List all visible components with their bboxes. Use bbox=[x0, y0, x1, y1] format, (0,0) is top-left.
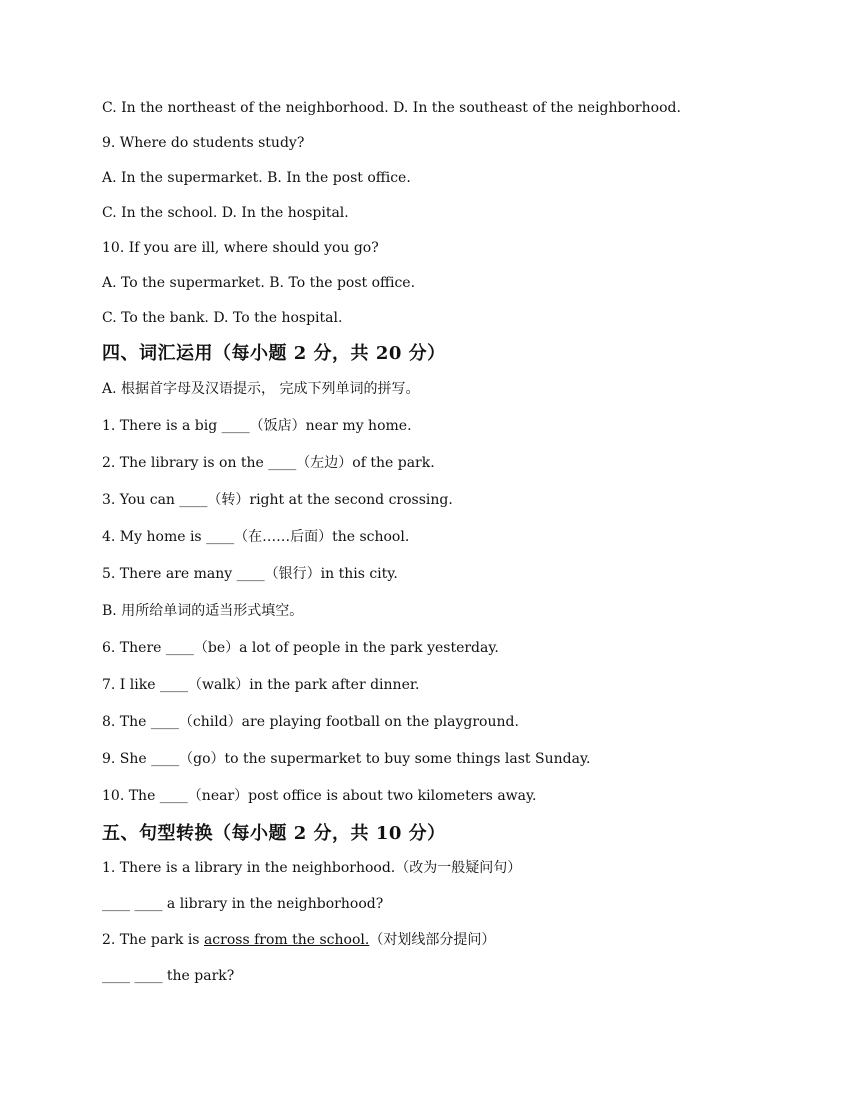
part4-item-9: 9. She ____（go）to the supermarket to buy some things last Sunday. bbox=[102, 751, 591, 767]
part4-section-b-instruction: B. 用所给单词的适当形式填空。 bbox=[102, 603, 304, 619]
part5-q1-sentence: 1. There is a library in the neighborhood.（改为一般疑问句） bbox=[102, 860, 522, 876]
part5-q1-answer-line: ____ ____ a library in the neighborhood? bbox=[102, 896, 384, 912]
part4-item-6: 6. There ____（be）a lot of people in the park yesterday. bbox=[102, 640, 499, 656]
part4-item-3: 3. You can ____（转）right at the second crossing. bbox=[102, 492, 453, 508]
part4-item-2: 2. The library is on the ____（左边）of the park. bbox=[102, 455, 435, 471]
q10-options-cd: C. To the bank. D. To the hospital. bbox=[102, 310, 343, 326]
part4-item-10: 10. The ____（near）post office is about two kilometers away. bbox=[102, 788, 537, 804]
document-page bbox=[102, 98, 802, 986]
part5-heading: 五、句型转换（每小题 2 分，共 10 分） bbox=[102, 823, 446, 844]
part5-q2-suffix: （对划线部分提问） bbox=[369, 932, 496, 948]
part4-item-4: 4. My home is ____（在……后面）the school. bbox=[102, 529, 410, 545]
part5-q2-underlined-phrase: across from the school. bbox=[203, 932, 370, 948]
part5-q2-sentence bbox=[102, 930, 802, 950]
q9-question: 9. Where do students study? bbox=[102, 135, 305, 151]
part4-section-a-instruction: A. 根据首字母及汉语提示， 完成下列单词的拼写。 bbox=[102, 381, 420, 397]
q8-options-cd: C. In the northeast of the neighborhood. D. In the southeast of the neighborhood. bbox=[102, 100, 681, 116]
q9-options-cd: C. In the school. D. In the hospital. bbox=[102, 205, 349, 221]
q9-options-ab: A. In the supermarket. B. In the post office. bbox=[102, 170, 411, 186]
part4-item-5: 5. There are many ____（银行）in this city. bbox=[102, 566, 398, 582]
q10-options-ab: A. To the supermarket. B. To the post office. bbox=[102, 275, 416, 291]
part4-item-1: 1. There is a big ____（饭店）near my home. bbox=[102, 418, 412, 434]
part5-q2-answer-line: ____ ____ the park? bbox=[102, 968, 235, 984]
part4-item-8: 8. The ____（child）are playing football on the playground. bbox=[102, 714, 519, 730]
part5-q2-prefix: 2. The park is bbox=[102, 932, 204, 948]
part4-item-7: 7. I like ____（walk）in the park after dinner. bbox=[102, 677, 420, 693]
q10-question: 10. If you are ill, where should you go? bbox=[102, 240, 379, 256]
part4-heading: 四、词汇运用（每小题 2 分，共 20 分） bbox=[102, 343, 446, 364]
